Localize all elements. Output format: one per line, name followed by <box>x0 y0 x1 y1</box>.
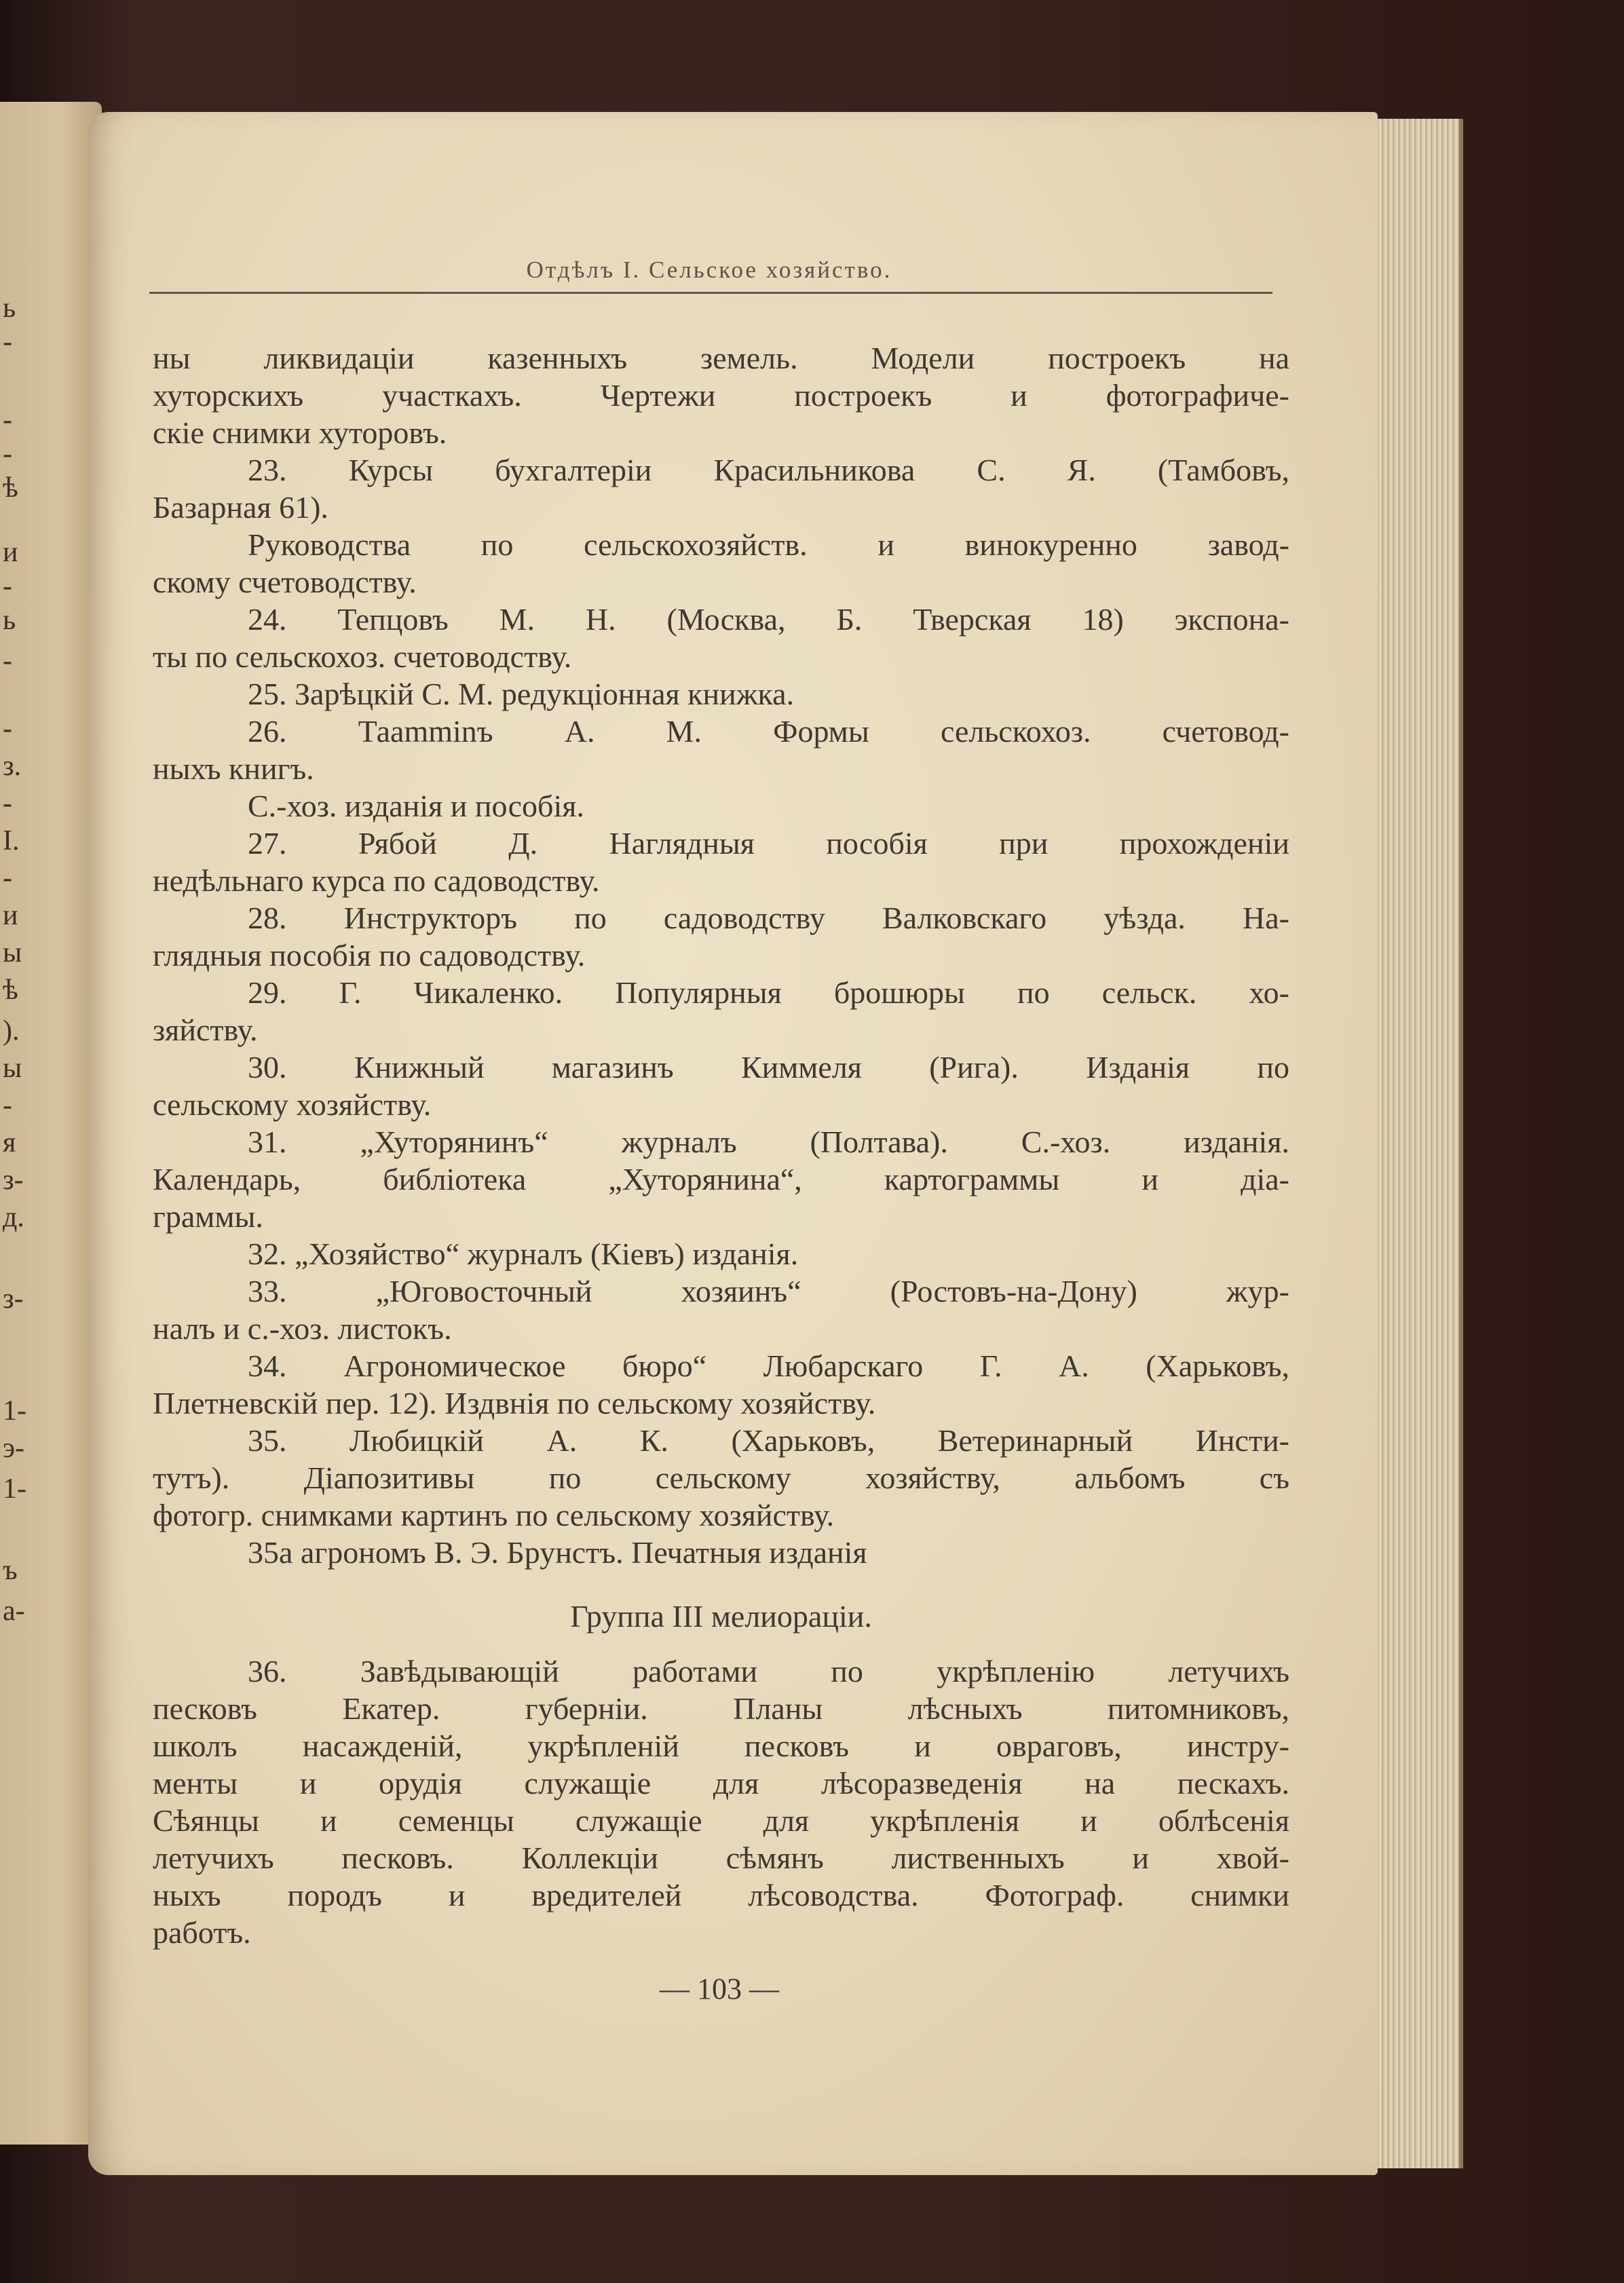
facing-page-char: - <box>3 438 12 470</box>
facing-page-margin-text <box>0 102 41 2145</box>
text-line: Сѣянцы и семенцы служащіе для укрѣпленія и облѣсенія <box>153 1803 1289 1838</box>
text-line: работъ. <box>153 1915 251 1950</box>
facing-page-char: ь <box>3 293 16 324</box>
text-line: 29. Г. Чикаленко. Популярныя брошюры по сельск. хо- <box>248 975 1289 1010</box>
text-line: С.-хоз. изданія и пособія. <box>248 789 584 823</box>
text-line: недѣльнаго курса по садоводству. <box>153 863 600 898</box>
facing-page-char: ь <box>3 605 16 636</box>
facing-page-char: д. <box>3 1202 24 1233</box>
facing-page-char: я <box>3 1127 16 1158</box>
text-line: 30. Книжный магазинъ Киммеля (Рига). Изданія по <box>248 1050 1289 1084</box>
text-line: 34. Агрономическое бюро“ Любарскаго Г. А. (Харьковъ, <box>248 1348 1289 1383</box>
facing-page-char: - <box>3 788 12 819</box>
facing-page-char: э- <box>3 1433 25 1464</box>
facing-page-char: ѣ <box>3 975 18 1006</box>
facing-page-char: - <box>3 326 12 358</box>
text-line: 25. Зарѣцкій С. М. редукціонная книжка. <box>248 677 795 711</box>
text-line: хуторскихъ участкахъ. Чертежи построекъ и фотографиче- <box>153 378 1289 413</box>
facing-page-char: ы <box>3 937 22 968</box>
text-line: 31. „Хуторянинъ“ журналъ (Полтава). С.-хоз. изданія. <box>248 1125 1289 1159</box>
text-line: песковъ Екатер. губерніи. Планы лѣсныхъ питомниковъ, <box>153 1691 1289 1726</box>
facing-page-char: - <box>3 1090 12 1121</box>
facing-page-char: и <box>3 537 18 568</box>
facing-page-char: - <box>3 571 12 602</box>
text-line: 33. „Юговосточный хозяинъ“ (Ростовъ-на-Дону) жур- <box>248 1274 1289 1308</box>
running-head: Отдѣлъ I. Сельское хозяйство. <box>526 257 892 283</box>
facing-page-char: з- <box>3 1283 24 1315</box>
text-line: 24. Тепцовъ М. Н. (Москва, Б. Тверская 18) экспона- <box>248 602 1289 637</box>
text-line: Руководства по сельскохозяйств. и винокуренно завод- <box>248 527 1289 562</box>
text-line: Плетневскій пер. 12). Издвнія по сельскому хозяйству. <box>153 1386 876 1420</box>
body-text-section-2 <box>153 1653 1289 1951</box>
facing-page-char: ъ <box>3 1555 18 1586</box>
text-line: 36. Завѣдывающій работами по укрѣпленію летучихъ <box>248 1654 1289 1688</box>
facing-page-char: ѣ <box>3 472 18 504</box>
facing-page-char: I. <box>3 825 20 856</box>
text-line: граммы. <box>153 1199 263 1234</box>
facing-page-char: 1- <box>3 1395 26 1427</box>
text-line: зяйству. <box>153 1013 258 1047</box>
text-line: ныхъ книгъ. <box>153 751 314 786</box>
text-line: 35. Любицкій А. К. (Харьковъ, Ветеринарный Инсти- <box>248 1423 1289 1458</box>
facing-page-char: з. <box>3 751 22 782</box>
text-line: летучихъ песковъ. Коллекціи сѣмянъ лиственныхъ и хвой- <box>153 1841 1289 1875</box>
header-rule <box>149 292 1272 294</box>
text-line: скому счетоводству. <box>153 565 417 599</box>
text-line: 35а агрономъ В. Э. Брунстъ. Печатныя изданія <box>248 1535 867 1570</box>
page-number: — 103 — <box>660 1972 779 2005</box>
facing-page-char: 1- <box>3 1473 26 1505</box>
text-line: 28. Инструкторъ по садоводству Валковскаго уѣзда. На- <box>248 901 1289 935</box>
facing-page-char: - <box>3 713 12 744</box>
facing-page-char: а- <box>3 1596 25 1627</box>
facing-page-char: ы <box>3 1053 22 1084</box>
text-line: ты по сельскохоз. счетоводству. <box>153 639 572 674</box>
text-line: налъ и с.-хоз. листокъ. <box>153 1311 452 1346</box>
text-line: фотогр. снимками картинъ по сельскому хозяйству. <box>153 1498 835 1532</box>
text-line: 32. „Хозяйство“ журналъ (Кіевъ) изданія. <box>248 1237 799 1271</box>
facing-page-char: и <box>3 900 18 931</box>
text-line: Календарь, библіотека „Хуторянина“, картограммы и діа- <box>153 1162 1289 1196</box>
group-heading: Группа III мелиораціи. <box>570 1599 872 1634</box>
text-line: 26. Таamminъ А. М. Формы сельскохоз. счетовод- <box>248 714 1289 749</box>
text-line: скіе снимки хуторовъ. <box>153 415 447 450</box>
text-line: ныхъ породъ и вредителей лѣсоводства. Фотограф. снимки <box>153 1878 1289 1912</box>
text-line: школъ насажденій, укрѣпленій песковъ и овраговъ, инстру- <box>153 1729 1289 1763</box>
body-text-section-1 <box>153 339 1289 1571</box>
text-line: Базарная 61). <box>153 490 328 525</box>
text-line: 27. Рябой Д. Наглядныя пособія при прохожденіи <box>248 826 1289 861</box>
facing-page-char: - <box>3 645 12 677</box>
facing-page-char: - <box>3 863 12 894</box>
text-line: 23. Курсы бухгалтеріи Красильникова С. Я. (Тамбовъ, <box>248 453 1289 487</box>
text-line: глядныя пособія по садоводству. <box>153 938 586 973</box>
text-line: ны ликвидаціи казенныхъ земель. Модели построекъ на <box>153 341 1289 375</box>
text-line: сельскому хозяйству. <box>153 1087 432 1122</box>
facing-page-char: з- <box>3 1165 24 1196</box>
facing-page-char: - <box>3 404 12 436</box>
text-line: тутъ). Діапозитивы по сельскому хозяйству, альбомъ съ <box>153 1460 1289 1495</box>
facing-page-char: ). <box>3 1015 20 1046</box>
text-line: менты и орудія служащіе для лѣсоразведенія на пескахъ. <box>153 1766 1289 1800</box>
